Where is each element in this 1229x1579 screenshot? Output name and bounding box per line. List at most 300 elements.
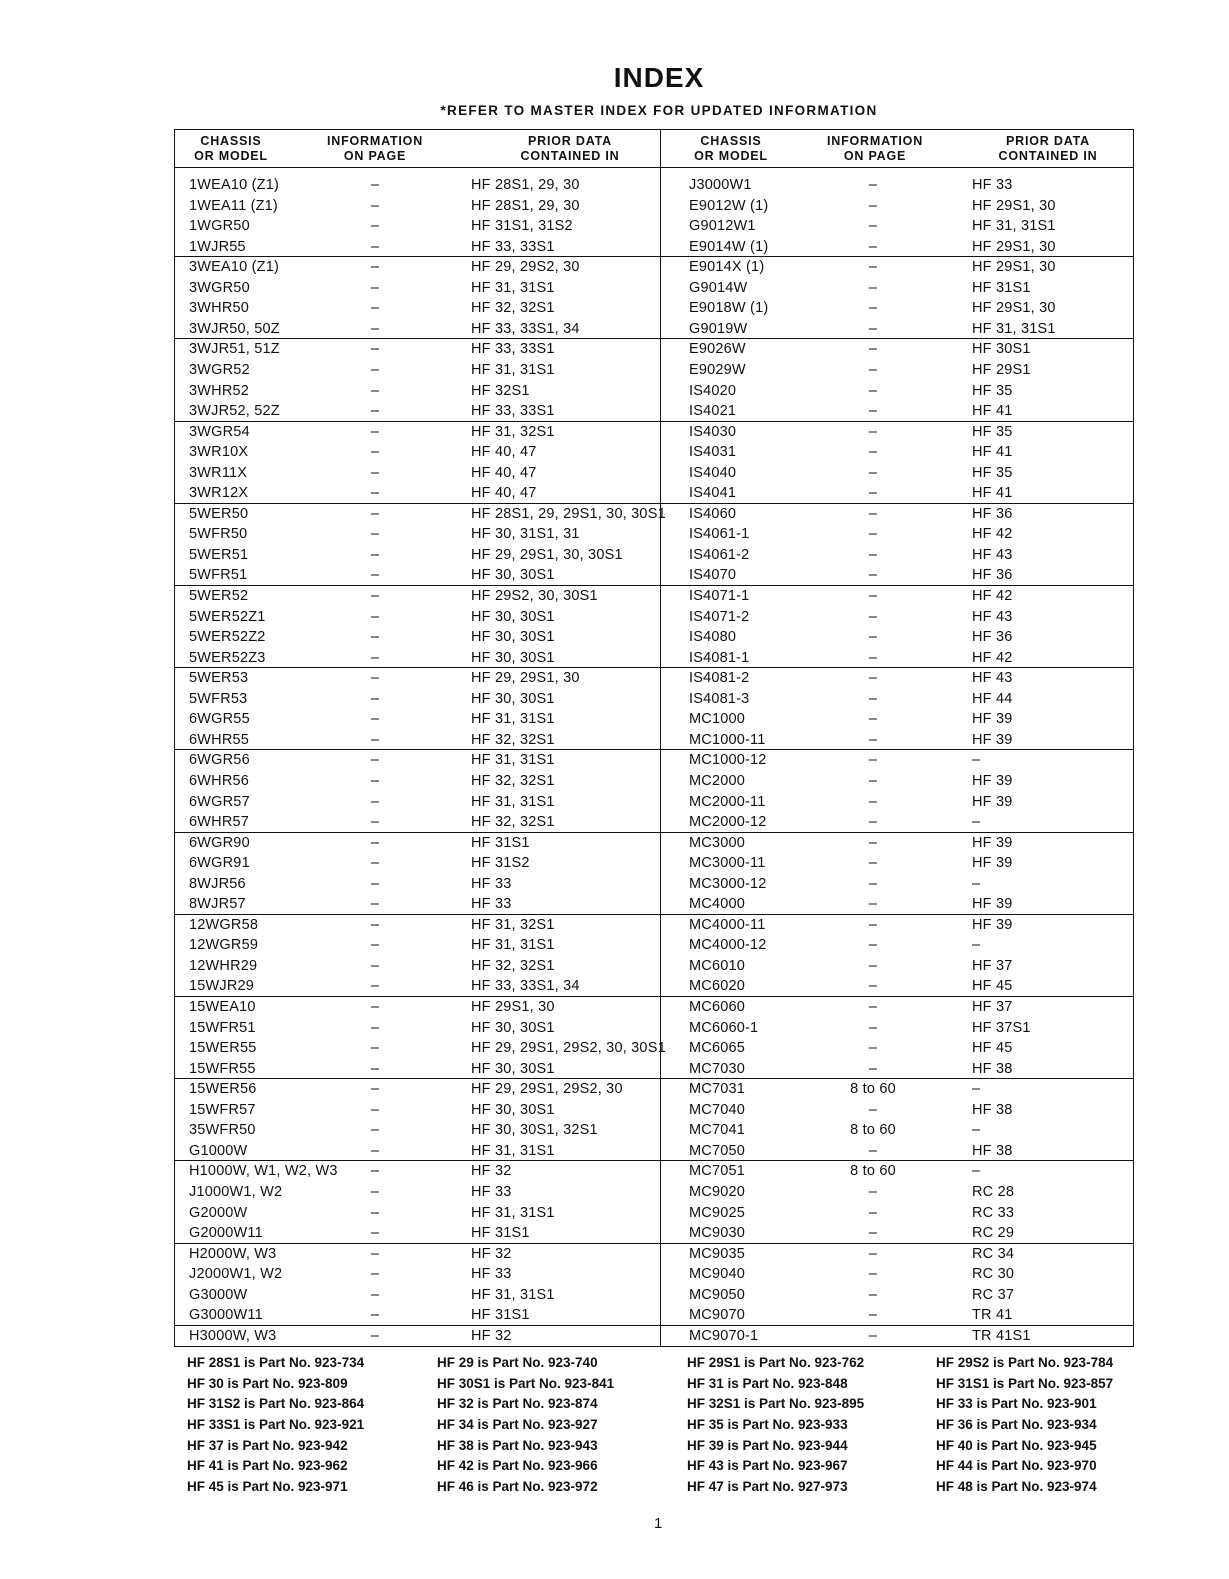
prior-data-right: RC 29 — [972, 1225, 1015, 1242]
prior-data-left: HF 30, 30S1 — [471, 567, 555, 584]
chassis-left: 6WGR57 — [189, 793, 250, 810]
chassis-left: 3WEA10 (Z1) — [189, 259, 280, 276]
table-row — [175, 1244, 1133, 1265]
info-page-right: – — [868, 999, 878, 1015]
info-page-left: – — [370, 978, 380, 995]
prior-data-right: HF 39 — [972, 916, 1013, 933]
part-number-row — [187, 1477, 1187, 1498]
table-row — [175, 915, 1133, 936]
chassis-left: 5WER52 — [189, 588, 249, 604]
prior-data-right: HF 31, 31S1 — [972, 320, 1056, 337]
table-row — [175, 360, 1133, 381]
chassis-right: IS4081-2 — [689, 670, 750, 687]
chassis-left: 6WGR91 — [189, 855, 250, 872]
chassis-left: 1WGR50 — [189, 218, 250, 235]
info-page-right: – — [868, 197, 878, 214]
chassis-left: 15WER55 — [189, 1040, 257, 1057]
prior-data-right: HF 39 — [972, 896, 1013, 913]
prior-data-right: HF 31S1 — [972, 279, 1031, 296]
table-row — [175, 935, 1133, 956]
prior-data-left: HF 31, 31S1 — [471, 1286, 555, 1303]
prior-data-left: HF 31S1 — [471, 1307, 530, 1324]
prior-data-right: – — [972, 752, 981, 769]
part-number-entry: HF 32S1 is Part No. 923-895 — [687, 1396, 865, 1412]
chassis-left: 5WER52Z1 — [189, 608, 266, 625]
info-page-right: – — [868, 649, 878, 666]
chassis-left: 5WER52Z2 — [189, 629, 266, 646]
prior-data-right: HF 36 — [972, 505, 1013, 522]
table-row — [175, 997, 1133, 1018]
info-page-right: – — [868, 403, 878, 420]
part-number-entry: HF 43 is Part No. 923-967 — [687, 1458, 848, 1474]
prior-data-right: HF 42 — [972, 649, 1013, 666]
chassis-right: G9014W — [689, 279, 748, 296]
chassis-right: G9019W — [689, 320, 748, 337]
prior-data-left: HF 32, 32S1 — [471, 957, 555, 974]
part-number-entry: HF 39 is Part No. 923-944 — [687, 1437, 848, 1453]
info-page-right: 8 to 60 — [850, 1081, 896, 1098]
table-row — [175, 853, 1133, 874]
info-page-left: – — [370, 382, 380, 399]
chassis-right: IS4020 — [689, 382, 737, 399]
part-number-entry: HF 31S2 is Part No. 923-864 — [187, 1396, 365, 1412]
prior-data-left: HF 31, 31S1 — [471, 711, 555, 728]
chassis-right: MC2000-12 — [689, 814, 767, 831]
table-row — [175, 750, 1133, 771]
prior-data-right: HF 39 — [972, 793, 1013, 810]
info-page-left: – — [370, 403, 380, 420]
prior-data-right: RC 33 — [972, 1204, 1015, 1221]
prior-data-left: HF 32 — [471, 1163, 512, 1180]
chassis-left: 15WFR57 — [189, 1101, 256, 1118]
info-page-right: – — [868, 1286, 878, 1303]
part-number-entry: HF 29S2 is Part No. 923-784 — [936, 1355, 1114, 1370]
info-page-right: – — [868, 670, 878, 687]
prior-data-right: HF 43 — [972, 608, 1013, 625]
table-row — [175, 792, 1133, 813]
info-page-right: – — [868, 1245, 878, 1262]
prior-data-left: HF 33, 33S1, 34 — [471, 320, 580, 337]
prior-data-left: HF 31, 31S1 — [471, 279, 555, 296]
info-page-right: 8 to 60 — [850, 1122, 896, 1139]
prior-data-left: HF 40, 47 — [471, 485, 537, 502]
chassis-right: MC6060 — [689, 999, 746, 1015]
chassis-right: MC6020 — [689, 978, 746, 995]
chassis-right: IS4070 — [689, 567, 737, 584]
chassis-left: 3WR11X — [189, 464, 248, 481]
part-number-entry: HF 29S1 is Part No. 923-762 — [687, 1355, 865, 1370]
chassis-left: G2000W — [189, 1204, 248, 1221]
prior-data-right: HF 38 — [972, 1101, 1013, 1118]
info-page-right: – — [868, 238, 878, 255]
info-page-right: – — [868, 1307, 878, 1324]
index-table — [174, 129, 1134, 1347]
chassis-right: MC9070 — [689, 1307, 746, 1324]
info-page-left: – — [370, 1019, 380, 1036]
table-row — [175, 237, 1133, 258]
prior-data-right: – — [972, 814, 981, 831]
chassis-right: G9012W1 — [689, 218, 756, 235]
chassis-left: 6WGR55 — [189, 711, 250, 728]
chassis-left: H1000W, W1, W2, W3 — [189, 1163, 338, 1180]
prior-data-left: HF 29, 29S2, 30 — [471, 259, 580, 276]
info-page-left: – — [370, 1286, 380, 1303]
table-row — [175, 874, 1133, 895]
info-page-right: – — [868, 526, 878, 543]
info-page-left: – — [370, 629, 380, 646]
chassis-right: IS4031 — [689, 444, 737, 461]
chassis-left: G3000W — [189, 1286, 248, 1303]
prior-data-right: HF 37S1 — [972, 1019, 1031, 1036]
info-page-right: – — [868, 1204, 878, 1221]
table-row — [175, 401, 1133, 422]
prior-data-left: HF 31, 31S1 — [471, 793, 555, 810]
prior-data-right: HF 39 — [972, 834, 1013, 851]
chassis-left: 8WJR56 — [189, 875, 246, 892]
info-page-left: – — [370, 1081, 380, 1098]
info-page-right: – — [868, 1266, 878, 1283]
prior-data-right: TR 41 — [972, 1307, 1013, 1324]
prior-data-right: HF 39 — [972, 855, 1013, 872]
info-page-left: – — [370, 752, 380, 769]
chassis-right: MC7031 — [689, 1081, 746, 1098]
prior-data-right: – — [972, 1122, 981, 1139]
part-number-list — [187, 1353, 1187, 1498]
info-page-right: – — [868, 855, 878, 872]
part-number-row — [187, 1415, 1187, 1436]
table-row — [175, 1285, 1133, 1306]
info-page-left: – — [370, 567, 380, 584]
chassis-right: MC1000 — [689, 711, 746, 728]
prior-data-left: HF 30, 30S1 — [471, 1101, 555, 1118]
prior-data-right: HF 37 — [972, 999, 1013, 1015]
table-row — [175, 1100, 1133, 1121]
table-row — [175, 257, 1133, 278]
chassis-left: 15WFR51 — [189, 1019, 256, 1036]
info-page-left: – — [370, 690, 380, 707]
info-page-left: – — [370, 423, 380, 440]
info-page-left: – — [370, 1163, 380, 1180]
part-number-entry: HF 32 is Part No. 923-874 — [437, 1396, 598, 1412]
header-prior-right: PRIOR DATA CONTAINED IN — [998, 134, 1098, 163]
chassis-right: IS4071-1 — [689, 588, 750, 604]
prior-data-left: HF 33 — [471, 896, 512, 913]
chassis-left: 1WEA11 (Z1) — [189, 197, 278, 214]
page-subtitle: *REFER TO MASTER INDEX FOR UPDATED INFORMATION — [440, 103, 878, 118]
info-page-left: – — [370, 1307, 380, 1324]
chassis-left: H3000W, W3 — [189, 1327, 277, 1344]
info-page-right: – — [868, 341, 878, 358]
info-page-left: – — [370, 1101, 380, 1118]
prior-data-left: HF 33 — [471, 1183, 512, 1200]
part-number-entry: HF 31S1 is Part No. 923-857 — [936, 1375, 1114, 1391]
info-page-left: – — [370, 649, 380, 666]
info-page-left: – — [370, 999, 380, 1015]
chassis-left: 15WEA10 — [189, 999, 256, 1015]
chassis-left: 6WHR57 — [189, 814, 250, 831]
info-page-right: – — [868, 814, 878, 831]
chassis-right: IS4060 — [689, 505, 737, 522]
info-page-left: – — [370, 711, 380, 728]
info-page-left: – — [370, 444, 380, 461]
header-info-right: INFORMATION ON PAGE — [826, 134, 924, 163]
prior-data-right: HF 36 — [972, 629, 1013, 646]
prior-data-left: HF 32 — [471, 1245, 512, 1262]
part-number-entry: HF 30S1 is Part No. 923-841 — [437, 1375, 615, 1391]
table-row — [175, 668, 1133, 689]
part-number-row — [187, 1436, 1187, 1457]
header-prior-left: PRIOR DATA CONTAINED IN — [520, 134, 620, 163]
info-page-right: – — [868, 1183, 878, 1200]
chassis-left: 6WGR56 — [189, 752, 250, 769]
prior-data-left: HF 32, 32S1 — [471, 731, 555, 748]
table-row — [175, 175, 1133, 196]
info-page-right: – — [868, 896, 878, 913]
prior-data-right: HF 29S1, 30 — [972, 259, 1056, 276]
chassis-right: E9026W — [689, 341, 746, 358]
prior-data-left: HF 30, 31S1, 31 — [471, 526, 580, 543]
info-page-left: – — [370, 772, 380, 789]
prior-data-left: HF 31, 31S1 — [471, 752, 555, 769]
info-page-left: – — [370, 588, 380, 604]
info-page-right: – — [868, 731, 878, 748]
info-page-right: – — [868, 772, 878, 789]
table-row — [175, 833, 1133, 854]
table-row — [175, 1326, 1133, 1347]
part-number-entry: HF 36 is Part No. 923-934 — [936, 1417, 1097, 1433]
prior-data-right: HF 45 — [972, 978, 1013, 995]
info-page-left: – — [370, 526, 380, 543]
prior-data-left: HF 33 — [471, 1266, 512, 1283]
info-page-right: – — [868, 505, 878, 522]
chassis-right: MC2000 — [689, 772, 746, 789]
info-page-right: – — [868, 793, 878, 810]
page-number: 1 — [654, 1515, 663, 1532]
chassis-right: J3000W1 — [689, 177, 752, 193]
part-number-entry: HF 38 is Part No. 923-943 — [437, 1437, 598, 1453]
info-page-right: – — [868, 834, 878, 851]
table-row — [175, 976, 1133, 997]
part-number-row — [187, 1394, 1187, 1415]
part-number-entry: HF 47 is Part No. 927-973 — [687, 1479, 848, 1495]
chassis-right: MC1000-12 — [689, 752, 767, 769]
prior-data-left: HF 31, 32S1 — [471, 916, 555, 933]
chassis-left: 5WER52Z3 — [189, 649, 266, 666]
part-number-entry: HF 33S1 is Part No. 923-921 — [187, 1417, 365, 1433]
chassis-right: E9014X (1) — [689, 259, 765, 276]
chassis-right: MC9035 — [689, 1245, 746, 1262]
chassis-left: 3WR10X — [189, 444, 249, 461]
chassis-left: G1000W — [189, 1142, 248, 1159]
prior-data-left: HF 28S1, 29, 29S1, 30, 30S1 — [471, 505, 666, 522]
info-page-left: – — [370, 1245, 380, 1262]
prior-data-right: – — [972, 875, 981, 892]
info-page-right: – — [868, 1060, 878, 1077]
info-page-right: – — [868, 444, 878, 461]
chassis-left: 3WJR50, 50Z — [189, 320, 280, 337]
chassis-left: 12WGR58 — [189, 916, 259, 933]
prior-data-right: HF 29S1, 30 — [972, 197, 1056, 214]
table-row — [175, 298, 1133, 319]
chassis-right: MC6010 — [689, 957, 746, 974]
prior-data-left: HF 31S2 — [471, 855, 530, 872]
chassis-left: 3WGR52 — [189, 361, 250, 378]
info-page-left: – — [370, 341, 380, 358]
prior-data-right: HF 42 — [972, 526, 1013, 543]
info-page-right: – — [868, 1142, 878, 1159]
prior-data-right: HF 35 — [972, 382, 1013, 399]
table-row — [175, 1079, 1133, 1100]
info-page-left: – — [370, 1225, 380, 1242]
chassis-left: 3WJR52, 52Z — [189, 403, 280, 420]
chassis-left: 3WGR54 — [189, 423, 250, 440]
info-page-right: – — [868, 177, 878, 193]
table-row — [175, 771, 1133, 792]
chassis-right: IS4080 — [689, 629, 737, 646]
chassis-right: MC6065 — [689, 1040, 746, 1057]
table-row — [175, 709, 1133, 730]
table-row — [175, 1203, 1133, 1224]
part-number-entry: HF 45 is Part No. 923-971 — [187, 1479, 348, 1495]
prior-data-right: HF 37 — [972, 957, 1013, 974]
prior-data-right: HF 39 — [972, 772, 1013, 789]
prior-data-left: HF 32S1 — [471, 382, 530, 399]
info-page-right: – — [868, 546, 878, 563]
chassis-right: IS4081-3 — [689, 690, 750, 707]
chassis-left: 5WFR51 — [189, 567, 248, 584]
info-page-left: – — [370, 957, 380, 974]
part-number-row — [187, 1374, 1187, 1395]
prior-data-left: HF 31S1 — [471, 834, 530, 851]
info-page-left: – — [370, 1122, 380, 1139]
part-number-entry: HF 42 is Part No. 923-966 — [437, 1458, 598, 1474]
info-page-left: – — [370, 1266, 380, 1283]
info-page-right: – — [868, 690, 878, 707]
prior-data-right: HF 38 — [972, 1142, 1013, 1159]
chassis-right: E9018W (1) — [689, 300, 769, 317]
prior-data-right: HF 29S1 — [972, 361, 1031, 378]
table-row — [175, 812, 1133, 833]
chassis-right: MC1000-11 — [689, 731, 766, 748]
part-number-entry: HF 44 is Part No. 923-970 — [936, 1458, 1097, 1474]
prior-data-right: HF 45 — [972, 1040, 1013, 1057]
table-row — [175, 339, 1133, 360]
part-number-row — [187, 1353, 1187, 1374]
info-page-left: – — [370, 896, 380, 913]
prior-data-left: HF 32, 32S1 — [471, 300, 555, 317]
chassis-right: MC9030 — [689, 1225, 746, 1242]
chassis-right: MC9040 — [689, 1266, 746, 1283]
prior-data-right: HF 33 — [972, 177, 1013, 193]
table-row — [175, 1120, 1133, 1141]
prior-data-right: HF 35 — [972, 423, 1013, 440]
chassis-right: E9029W — [689, 361, 746, 378]
chassis-right: MC6060-1 — [689, 1019, 759, 1036]
info-page-left: – — [370, 259, 380, 276]
part-number-entry: HF 41 is Part No. 923-962 — [187, 1458, 348, 1474]
info-page-left: – — [370, 279, 380, 296]
header-info-left: INFORMATION ON PAGE — [326, 134, 424, 163]
info-page-right: – — [868, 1040, 878, 1057]
table-row — [175, 1018, 1133, 1039]
info-page-right: – — [868, 218, 878, 235]
info-page-left: – — [370, 1183, 380, 1200]
chassis-left: G3000W11 — [189, 1307, 263, 1324]
prior-data-left: HF 31, 32S1 — [471, 423, 555, 440]
chassis-right: E9012W (1) — [689, 197, 769, 214]
prior-data-left: HF 29, 29S1, 29S2, 30 — [471, 1081, 623, 1098]
chassis-right: MC9025 — [689, 1204, 746, 1221]
prior-data-right: HF 29S1, 30 — [972, 300, 1056, 317]
chassis-left: 5WFR53 — [189, 690, 248, 707]
chassis-left: 6WHR56 — [189, 772, 250, 789]
chassis-left: 5WFR50 — [189, 526, 248, 543]
prior-data-left: HF 40, 47 — [471, 444, 537, 461]
prior-data-left: HF 30, 30S1 — [471, 690, 555, 707]
info-page-right: – — [868, 629, 878, 646]
prior-data-right: HF 30S1 — [972, 341, 1031, 358]
table-row — [175, 504, 1133, 525]
prior-data-right: HF 38 — [972, 1060, 1013, 1077]
table-row — [175, 381, 1133, 402]
chassis-left: 6WHR55 — [189, 731, 250, 748]
part-number-entry: HF 46 is Part No. 923-972 — [437, 1479, 598, 1495]
prior-data-left: HF 28S1, 29, 30 — [471, 177, 580, 193]
chassis-right: IS4040 — [689, 464, 737, 481]
chassis-left: J1000W1, W2 — [189, 1183, 283, 1200]
info-page-left: – — [370, 875, 380, 892]
table-row — [175, 463, 1133, 484]
info-page-left: – — [370, 238, 380, 255]
info-page-right: – — [868, 608, 878, 625]
info-page-left: – — [370, 793, 380, 810]
prior-data-left: HF 33, 33S1 — [471, 238, 555, 255]
chassis-left: 3WR12X — [189, 485, 249, 502]
prior-data-right: RC 30 — [972, 1266, 1015, 1283]
info-page-right: – — [868, 957, 878, 974]
chassis-right: MC4000-12 — [689, 937, 767, 954]
chassis-right: IS4021 — [689, 403, 737, 420]
info-page-left: – — [370, 320, 380, 337]
chassis-right: MC2000-11 — [689, 793, 766, 810]
prior-data-right: HF 35 — [972, 464, 1013, 481]
table-row — [175, 524, 1133, 545]
chassis-left: 15WER56 — [189, 1081, 257, 1098]
info-page-left: – — [370, 670, 380, 687]
chassis-left: 1WJR55 — [189, 238, 246, 255]
info-page-left: – — [370, 1142, 380, 1159]
info-page-left: – — [370, 485, 380, 502]
prior-data-right: HF 41 — [972, 444, 1013, 461]
chassis-right: MC9050 — [689, 1286, 746, 1303]
chassis-right: MC9070-1 — [689, 1327, 759, 1344]
prior-data-left: HF 31, 31S1 — [471, 937, 555, 954]
page-title: INDEX — [613, 62, 705, 93]
table-row — [175, 483, 1133, 504]
part-number-entry: HF 30 is Part No. 923-809 — [187, 1375, 348, 1391]
prior-data-right: – — [972, 1163, 981, 1180]
prior-data-left: HF 31S1 — [471, 1225, 530, 1242]
prior-data-left: HF 30, 30S1 — [471, 1019, 555, 1036]
info-page-left: – — [370, 361, 380, 378]
prior-data-right: HF 31, 31S1 — [972, 218, 1056, 235]
prior-data-right: RC 37 — [972, 1286, 1015, 1303]
info-page-left: – — [370, 855, 380, 872]
chassis-left: 3WJR51, 51Z — [189, 341, 280, 358]
chassis-left: 1WEA10 (Z1) — [189, 177, 280, 193]
chassis-left: 5WER51 — [189, 546, 249, 563]
header-rule — [175, 167, 1133, 168]
